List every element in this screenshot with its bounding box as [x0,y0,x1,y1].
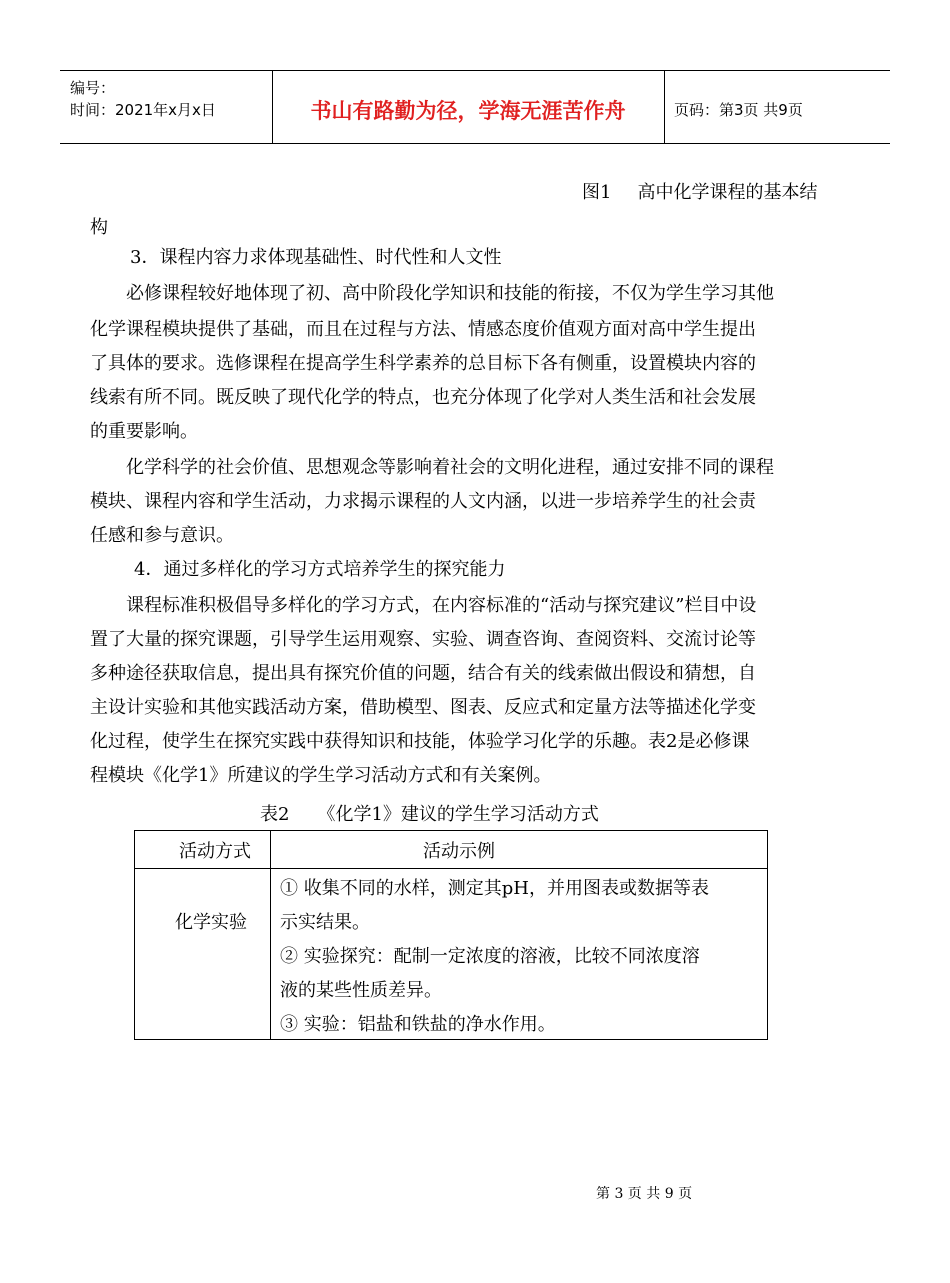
section-3-paragraph-1-line: 必修课程较好地体现了初、高中阶段化学知识和技能的衔接，不仅为学生学习其他 [126,283,774,304]
section-3-heading: 3．课程内容力求体现基础性、时代性和人文性 [130,247,502,268]
header-meta-cell [60,71,273,143]
section-3-paragraph-2-line: 模块、课程内容和学生活动，力求揭示课程的人文内涵，以进一步培养学生的社会责 [90,491,756,512]
table-caption [260,800,599,826]
section-3-paragraph-2-line: 化学科学的社会价值、思想观念等影响着社会的文明化进程，通过安排不同的课程 [126,457,774,478]
table-column-divider [270,831,271,1039]
figure-title: 高中化学课程的基本结 [637,182,818,203]
section-4-paragraph-line: 多种途径获取信息，提出具有探究价值的问题，结合有关的线索做出假设和猜想，自 [90,663,756,684]
table-title: 《化学1》建议的学生学习活动方式 [317,804,599,825]
section-3-paragraph-1-line: 化学课程模块提供了基础，而且在过程与方法、情感态度价值观方面对高中学生提出 [90,319,756,340]
table-header-activity-mode: 活动方式 [179,841,251,862]
page-footer: 第 3 页 共 9 页 [596,1186,693,1202]
section-3-paragraph-2-line: 任感和参与意识。 [90,525,234,546]
section-3-paragraph-1-line: 线索有所不同。既反映了现代化学的特点，也充分体现了化学对人类生活和社会发展 [90,387,756,408]
section-4-paragraph-line: 主设计实验和其他实践活动方案，借助模型、图表、反应式和定量方法等描述化学变 [90,697,756,718]
header-page-cell [664,71,890,143]
figure-title-continued: 构 [90,217,108,238]
table-row-label: 化学实验 [175,912,247,933]
section-3-paragraph-1-line: 了具体的要求。选修课程在提高学生科学素养的总目标下各有侧重，设置模块内容的 [90,353,756,374]
document-time-label: 时间：2021年x月x日 [70,101,216,119]
table-example-line: 示实结果。 [280,912,370,933]
table-example-line: 液的某些性质差异。 [280,980,442,1001]
table-example-line: ② 实验探究：配制一定浓度的溶液，比较不同浓度溶 [280,946,700,967]
header-motto-cell [272,71,665,143]
activity-table [134,830,768,1040]
section-3-paragraph-1-line: 的重要影响。 [90,421,198,442]
table-example-line: ① 收集不同的水样，测定其pH，并用图表或数据等表 [280,878,709,899]
document-header [60,70,890,144]
figure-label: 图1 [582,182,612,203]
motto-text: 书山有路勤为径，学海无涯苦作舟 [310,99,626,123]
figure-caption [582,178,817,204]
table-header-activity-example: 活动示例 [423,841,495,862]
section-4-paragraph-line: 化过程，使学生在探究实践中获得知识和技能，体验学习化学的乐趣。表2是必修课 [90,731,750,752]
section-4-heading: 4．通过多样化的学习方式培养学生的探究能力 [134,559,506,580]
section-4-paragraph-line: 置了大量的探究课题，引导学生运用观察、实验、调查咨询、查阅资料、交流讨论等 [90,629,756,650]
section-4-paragraph-line: 课程标准积极倡导多样化的学习方式，在内容标准的“活动与探究建议”栏目中设 [126,595,757,616]
table-label: 表2 [260,804,290,825]
header-page-code: 页码：第3页 共9页 [674,101,803,119]
document-number-label: 编号： [70,79,116,97]
section-4-paragraph-line: 程模块《化学1》所建议的学生学习活动方式和有关案例。 [90,765,552,786]
table-example-line: ③ 实验：铝盐和铁盐的净水作用。 [280,1014,556,1035]
